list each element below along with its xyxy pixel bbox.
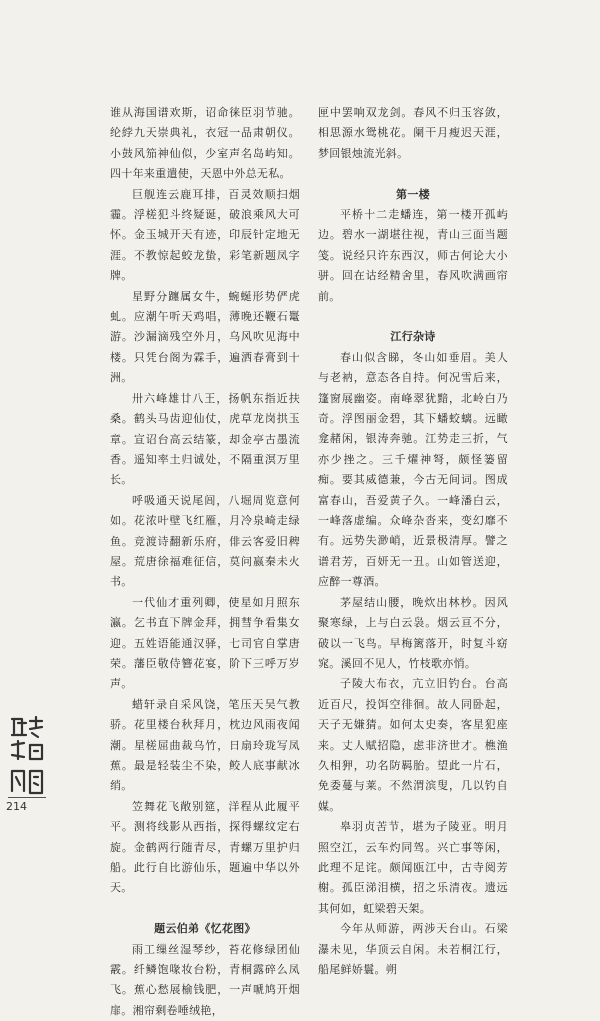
spacer xyxy=(318,307,508,327)
poem-paragraph: 卅六峰雄廿八王，扬帆东指近扶桑。鹤头马齿迎仙仗，虎草龙岗拱玉章。宣诏台高云结篆，却金亭古墨流香。遥知率土归诚处，不隔重溟万里长。 xyxy=(110,391,300,487)
poem-paragraph: 巨舰连云鹿耳排，百灵效顺扫烟霾。浮槎犯斗终疑诞，破浪乘风大可怀。金玉城开天有迹，印辰针定地无涯。不教惊起蛟龙蛰，彩笔新题凤字牌。 xyxy=(110,187,300,283)
poem-title: 江行杂诗 xyxy=(390,330,436,344)
poem-paragraph: 蜡轩录自采风饶，笔压天吴气教骄。花里楼台秋拜月，枕边风雨夜闻潮。星槎屈曲裁乌竹，日扇玲珑写凤蕉。最是轻装尘不染，鲛人底事献冰绡。 xyxy=(110,697,300,793)
poem-paragraph: 一代仙才重列卿，使星如月照东瀛。乞书直下牌金拜，拥彗争看集女迎。五姓语能通汉驿，七司官自掌唐荣。藩臣敬侍簪花宴，阶下三呼万岁声。 xyxy=(110,595,300,691)
poem-paragraph: 谁从海国谱欢斯，诏命徕臣羽节驰。纶綍九天崇典礼，衣冠一品肃朝仪。小鼓风笳神仙似，少室声名岛屿知。四十年来重遣使，天恩中外总无私。 xyxy=(110,106,300,181)
poem-title: 第一楼 xyxy=(396,187,430,201)
poem-paragraph: 笠舞花飞敞别筵，洋程从此履平平。测将线影从西指，探得螺纹定右旋。金鹤两行随青尽，青螺万里护归船。此行自比游仙乐，题遍中华以外天。 xyxy=(110,799,300,895)
poem-paragraph: 匣中罢响双龙剑。春风不归玉容敛，相思源水鸳桃花。阑干月瘦迟天涯，梦回银烛流光斜。 xyxy=(318,106,508,160)
poem-paragraph: 子陵大布衣，亢立旧钓台。台高近百尺，投饵空徘徊。故人同卧起，天子无嫌猜。如何太史奏，客星犯座来。丈人赋招隐，虑非济世才。樵渔久相狎，功名防羁胎。望此一片石，免委蔓与莱。不然渭滨叟，几以钓自媒。 xyxy=(318,677,508,813)
footer-rule xyxy=(8,797,46,798)
poem-paragraph: 星野分躔属女牛，蜿蜒形势俨虎虬。应潮午听天鸡唱，薄晚还鞭石鼍游。沙漏滴残空外月，乌风吹见海中楼。只凭台阁为霖手，遍洒春膏到十洲。 xyxy=(110,289,300,385)
publisher-logo xyxy=(8,715,48,807)
poem-paragraph: 春山似含睇，冬山如垂眉。美人与老衲，意态各自持。何况雪后来，篷窗展幽姿。南峰翠犹黯，北岭白乃奇。浮图丽金碧，其下蟠蛟螭。远瞰龛赭闲，银涛奔驰。江势走三折，气亦少挫之。三千燿神弩，颇怪篓留痴。要其威德兼，今古无间词。图成富春山，吾爱黄子久。一峰潘白云，一峰落虚编。众峰杂沓来，变幻靡不有。远势失渺峭，近景极清厚。譬之谱君芳，百妍无一丑。山如管送迎，应醉一尊酒。 xyxy=(318,350,508,589)
poem-paragraph: 呼吸通天说尾闾，八堀周览意何如。花浓叶壁飞红雁，月冷泉崎走绿鱼。竞渡诗翻新乐府，俳云客爱旧稗屋。荒唐徐福难征信，莫问嬴秦未火书。 xyxy=(110,493,300,589)
spacer xyxy=(318,164,508,184)
right-column xyxy=(318,103,508,980)
left-column xyxy=(110,103,300,1021)
spacer xyxy=(110,899,300,919)
poem-title: 题云伯弟《忆花图》 xyxy=(154,922,256,936)
poem-paragraph: 平桥十二走蟠连，第一楼开孤屿边。碧水一湖堪往视，青山三面当题笺。说经只许东西汉，师古何论大小骈。回在诂经精舍里，春风吹满画帘前。 xyxy=(318,208,508,303)
poem-paragraph: 今年从师游，两涉天台山。石梁瀑未见，华顶云自闲。未若桐江行，船尾鲜娇鬟。朔 xyxy=(318,922,508,976)
poem-paragraph: 皋羽贞苦节，堪为子陵亚。明月照空江，云车灼同驾。兴亡事等闲，此理不足诧。颇闻瓯江中，古寺阅芳榭。孤臣涕泪横，招之乐清夜。遗远其何如，虹梁碧天架。 xyxy=(318,820,508,915)
page-number: 214 xyxy=(6,800,27,813)
poem-paragraph: 茅屋结山腰，晚炊出林杪。因风聚寒绿，上与白云袅。烟云亘不分，破以一飞鸟。早梅篱落开，时复斗窈窕。溪回不见人，竹枝歌亦悄。 xyxy=(318,595,508,670)
poem-paragraph: 雨工缫丝湿琴纱，苔花修绿团仙霰。纤鳞饱喙妆台粉，青桐露碎么凤飞。蕉心愁展榆钱肥，一声嗁鸠开烟扉。湘帘剩卷唾绒艳， xyxy=(110,942,300,1017)
